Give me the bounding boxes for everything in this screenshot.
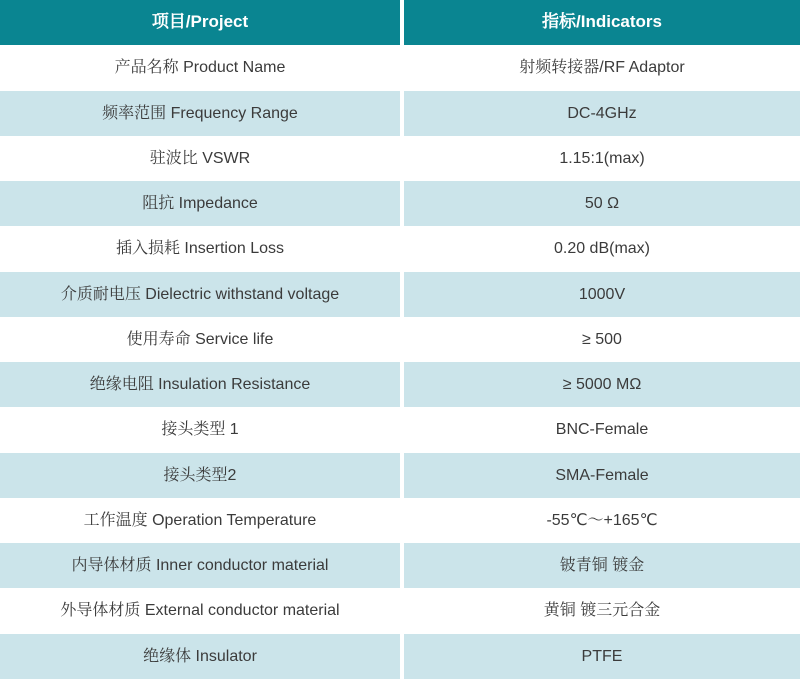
indicator-cell: 1.15:1(max) xyxy=(404,136,800,181)
indicator-cell: SMA-Female xyxy=(404,453,800,498)
table-row xyxy=(0,91,800,136)
header-cell-project: 项目/Project xyxy=(0,0,400,45)
project-cell: 产品名称 Product Name xyxy=(0,45,400,90)
table-row xyxy=(0,634,800,679)
table-header-row xyxy=(0,0,800,45)
indicator-cell: 铍青铜 镀金 xyxy=(404,543,800,588)
project-cell: 工作温度 Operation Temperature xyxy=(0,498,400,543)
table-row xyxy=(0,588,800,633)
header-cell-indicators: 指标/Indicators xyxy=(404,0,800,45)
table-row xyxy=(0,45,800,90)
table-row xyxy=(0,136,800,181)
indicator-cell: PTFE xyxy=(404,634,800,679)
project-cell: 接头类型2 xyxy=(0,453,400,498)
project-cell: 阻抗 Impedance xyxy=(0,181,400,226)
indicator-cell: 1000V xyxy=(404,272,800,317)
table-row xyxy=(0,498,800,543)
project-cell: 介质耐电压 Dielectric withstand voltage xyxy=(0,272,400,317)
indicator-cell: -55℃～+165℃ xyxy=(404,498,800,543)
project-cell: 使用寿命 Service life xyxy=(0,317,400,362)
table-row xyxy=(0,272,800,317)
table-row xyxy=(0,317,800,362)
indicator-cell: DC-4GHz xyxy=(404,91,800,136)
project-cell: 频率范围 Frequency Range xyxy=(0,91,400,136)
table-row xyxy=(0,181,800,226)
table-row xyxy=(0,362,800,407)
project-cell: 绝缘电阻 Insulation Resistance xyxy=(0,362,400,407)
project-cell: 绝缘体 Insulator xyxy=(0,634,400,679)
table-row xyxy=(0,453,800,498)
indicator-cell: ≥ 5000 MΩ xyxy=(404,362,800,407)
indicator-cell: 0.20 dB(max) xyxy=(404,226,800,271)
indicator-cell: ≥ 500 xyxy=(404,317,800,362)
table-row xyxy=(0,543,800,588)
project-cell: 接头类型 1 xyxy=(0,407,400,452)
project-cell: 内导体材质 Inner conductor material xyxy=(0,543,400,588)
indicator-cell: 黄铜 镀三元合金 xyxy=(404,588,800,633)
project-cell: 驻波比 VSWR xyxy=(0,136,400,181)
table-row xyxy=(0,226,800,271)
indicator-cell: BNC-Female xyxy=(404,407,800,452)
table-row xyxy=(0,407,800,452)
indicator-cell: 射频转接器/RF Adaptor xyxy=(404,45,800,90)
project-cell: 外导体材质 External conductor material xyxy=(0,588,400,633)
indicator-cell: 50 Ω xyxy=(404,181,800,226)
project-cell: 插入损耗 Insertion Loss xyxy=(0,226,400,271)
